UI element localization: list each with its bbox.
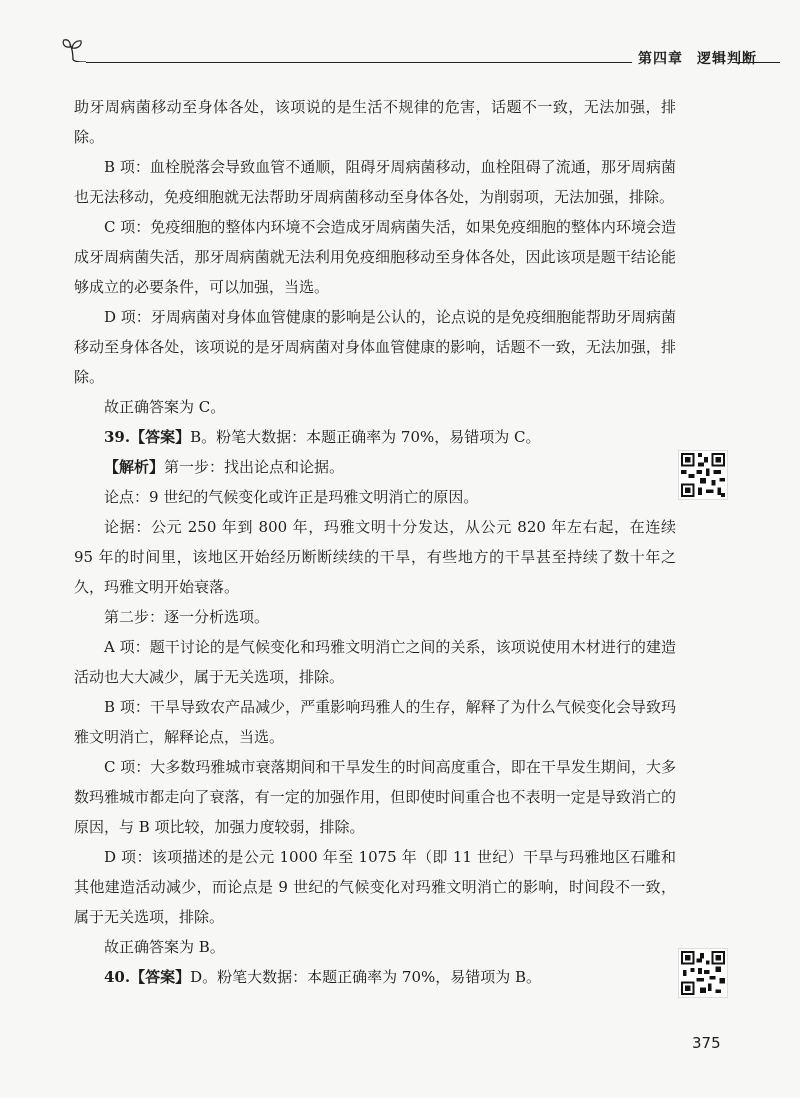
qr-code-icon[interactable] [678,450,728,500]
paragraph-text: 论据：公元 250 年到 800 年，玛雅文明十分发达，从公元 820 年左右起，在连续 95 年的时间里，该地区开始经历断断续续的干旱，有些地方的干旱甚至持续了数十年之久，玛雅文明开始衰落。 [74,518,676,596]
body-text [74,92,676,992]
paragraph [74,392,676,422]
header-rule-right [732,62,780,63]
paragraph [74,842,676,932]
paragraph-text: 故正确答案为 C。 [104,398,226,416]
paragraph-text: B 项：干旱导致农产品减少，严重影响玛雅人的生存，解释了为什么气候变化会导致玛雅文明消亡，解释论点，当选。 [74,698,676,746]
page-number: 375 [692,1034,721,1052]
qr-code-icon[interactable] [678,948,728,998]
paragraph [74,302,676,392]
paragraph [74,692,676,752]
paragraph-text: B。粉笔大数据：本题正确率为 70%，易错项为 C。 [190,428,541,446]
chapter-title [638,48,771,68]
paragraph-text: D。粉笔大数据：本题正确率为 70%，易错项为 B。 [190,968,542,986]
chapter-number: 第四章 [638,51,683,67]
paragraph-text: 助牙周病菌移动至身体各处，该项说的是生活不规律的危害，话题不一致，无法加强，排除。 [74,98,676,146]
paragraph-text: 故正确答案为 B。 [104,938,225,956]
paragraph-text: C 项：免疫细胞的整体内环境不会造成牙周病菌失活，如果免疫细胞的整体内环境会造成牙周病菌失活，那牙周病菌就无法利用免疫细胞移动至身体各处，因此该项是题干结论能够成立的必要条件，可以加强，当选。 [74,218,676,296]
paragraph [74,512,676,602]
paragraph-text: A 项：题干讨论的是气候变化和玛雅文明消亡之间的关系，该项说使用木材进行的建造活动也大大减少，属于无关选项，排除。 [74,638,676,686]
analysis-label: 【解析】 [104,458,165,476]
paragraph-text: 第二步：逐一分析选项。 [104,608,270,626]
header-rule-left [86,62,632,63]
paragraph-text: 论点：9 世纪的气候变化或许正是玛雅文明消亡的原因。 [104,488,479,506]
page-header [60,38,760,68]
paragraph-text: D 项：该项描述的是公元 1000 年至 1075 年（即 11 世纪）干旱与玛雅地区石雕和其他建造活动减少，而论点是 9 世纪的气候变化对玛雅文明消亡的影响，时间段不一致，属于无关选项，排除。 [74,848,676,926]
paragraph [74,632,676,692]
answer-label: 40.【答案】 [104,968,191,986]
paragraph-text: B 项：血栓脱落会导致血管不通顺，阻碍牙周病菌移动，血栓阻碍了流通，那牙周病菌也无法移动，免疫细胞就无法帮助牙周病菌移动至身体各处，为削弱项，无法加强，排除。 [74,158,676,206]
answer-line [74,962,676,992]
paragraph [74,602,676,632]
paragraph [74,152,676,212]
answer-line [74,422,676,452]
paragraph [74,92,676,152]
paragraph-text: 第一步：找出论点和论据。 [164,458,345,476]
analysis-line [74,452,676,482]
paragraph-text: C 项：大多数玛雅城市衰落期间和干旱发生的时间高度重合，即在干旱发生期间，大多数玛雅城市都走向了衰落，有一定的加强作用，但即使时间重合也不表明一定是导致消亡的原因，与 B 项比较，加强力度较弱，排除。 [74,758,676,836]
section-name: 逻辑判断 [697,51,757,67]
paragraph [74,752,676,842]
paragraph [74,482,676,512]
answer-label: 39.【答案】 [104,428,191,446]
paragraph [74,212,676,302]
paragraph-text: D 项：牙周病菌对身体血管健康的影响是公认的，论点说的是免疫细胞能帮助牙周病菌移动至身体各处，该项说的是牙周病菌对身体血管健康的影响，话题不一致，无法加强，排除。 [74,308,676,386]
leaf-icon [60,38,86,62]
paragraph [74,932,676,962]
